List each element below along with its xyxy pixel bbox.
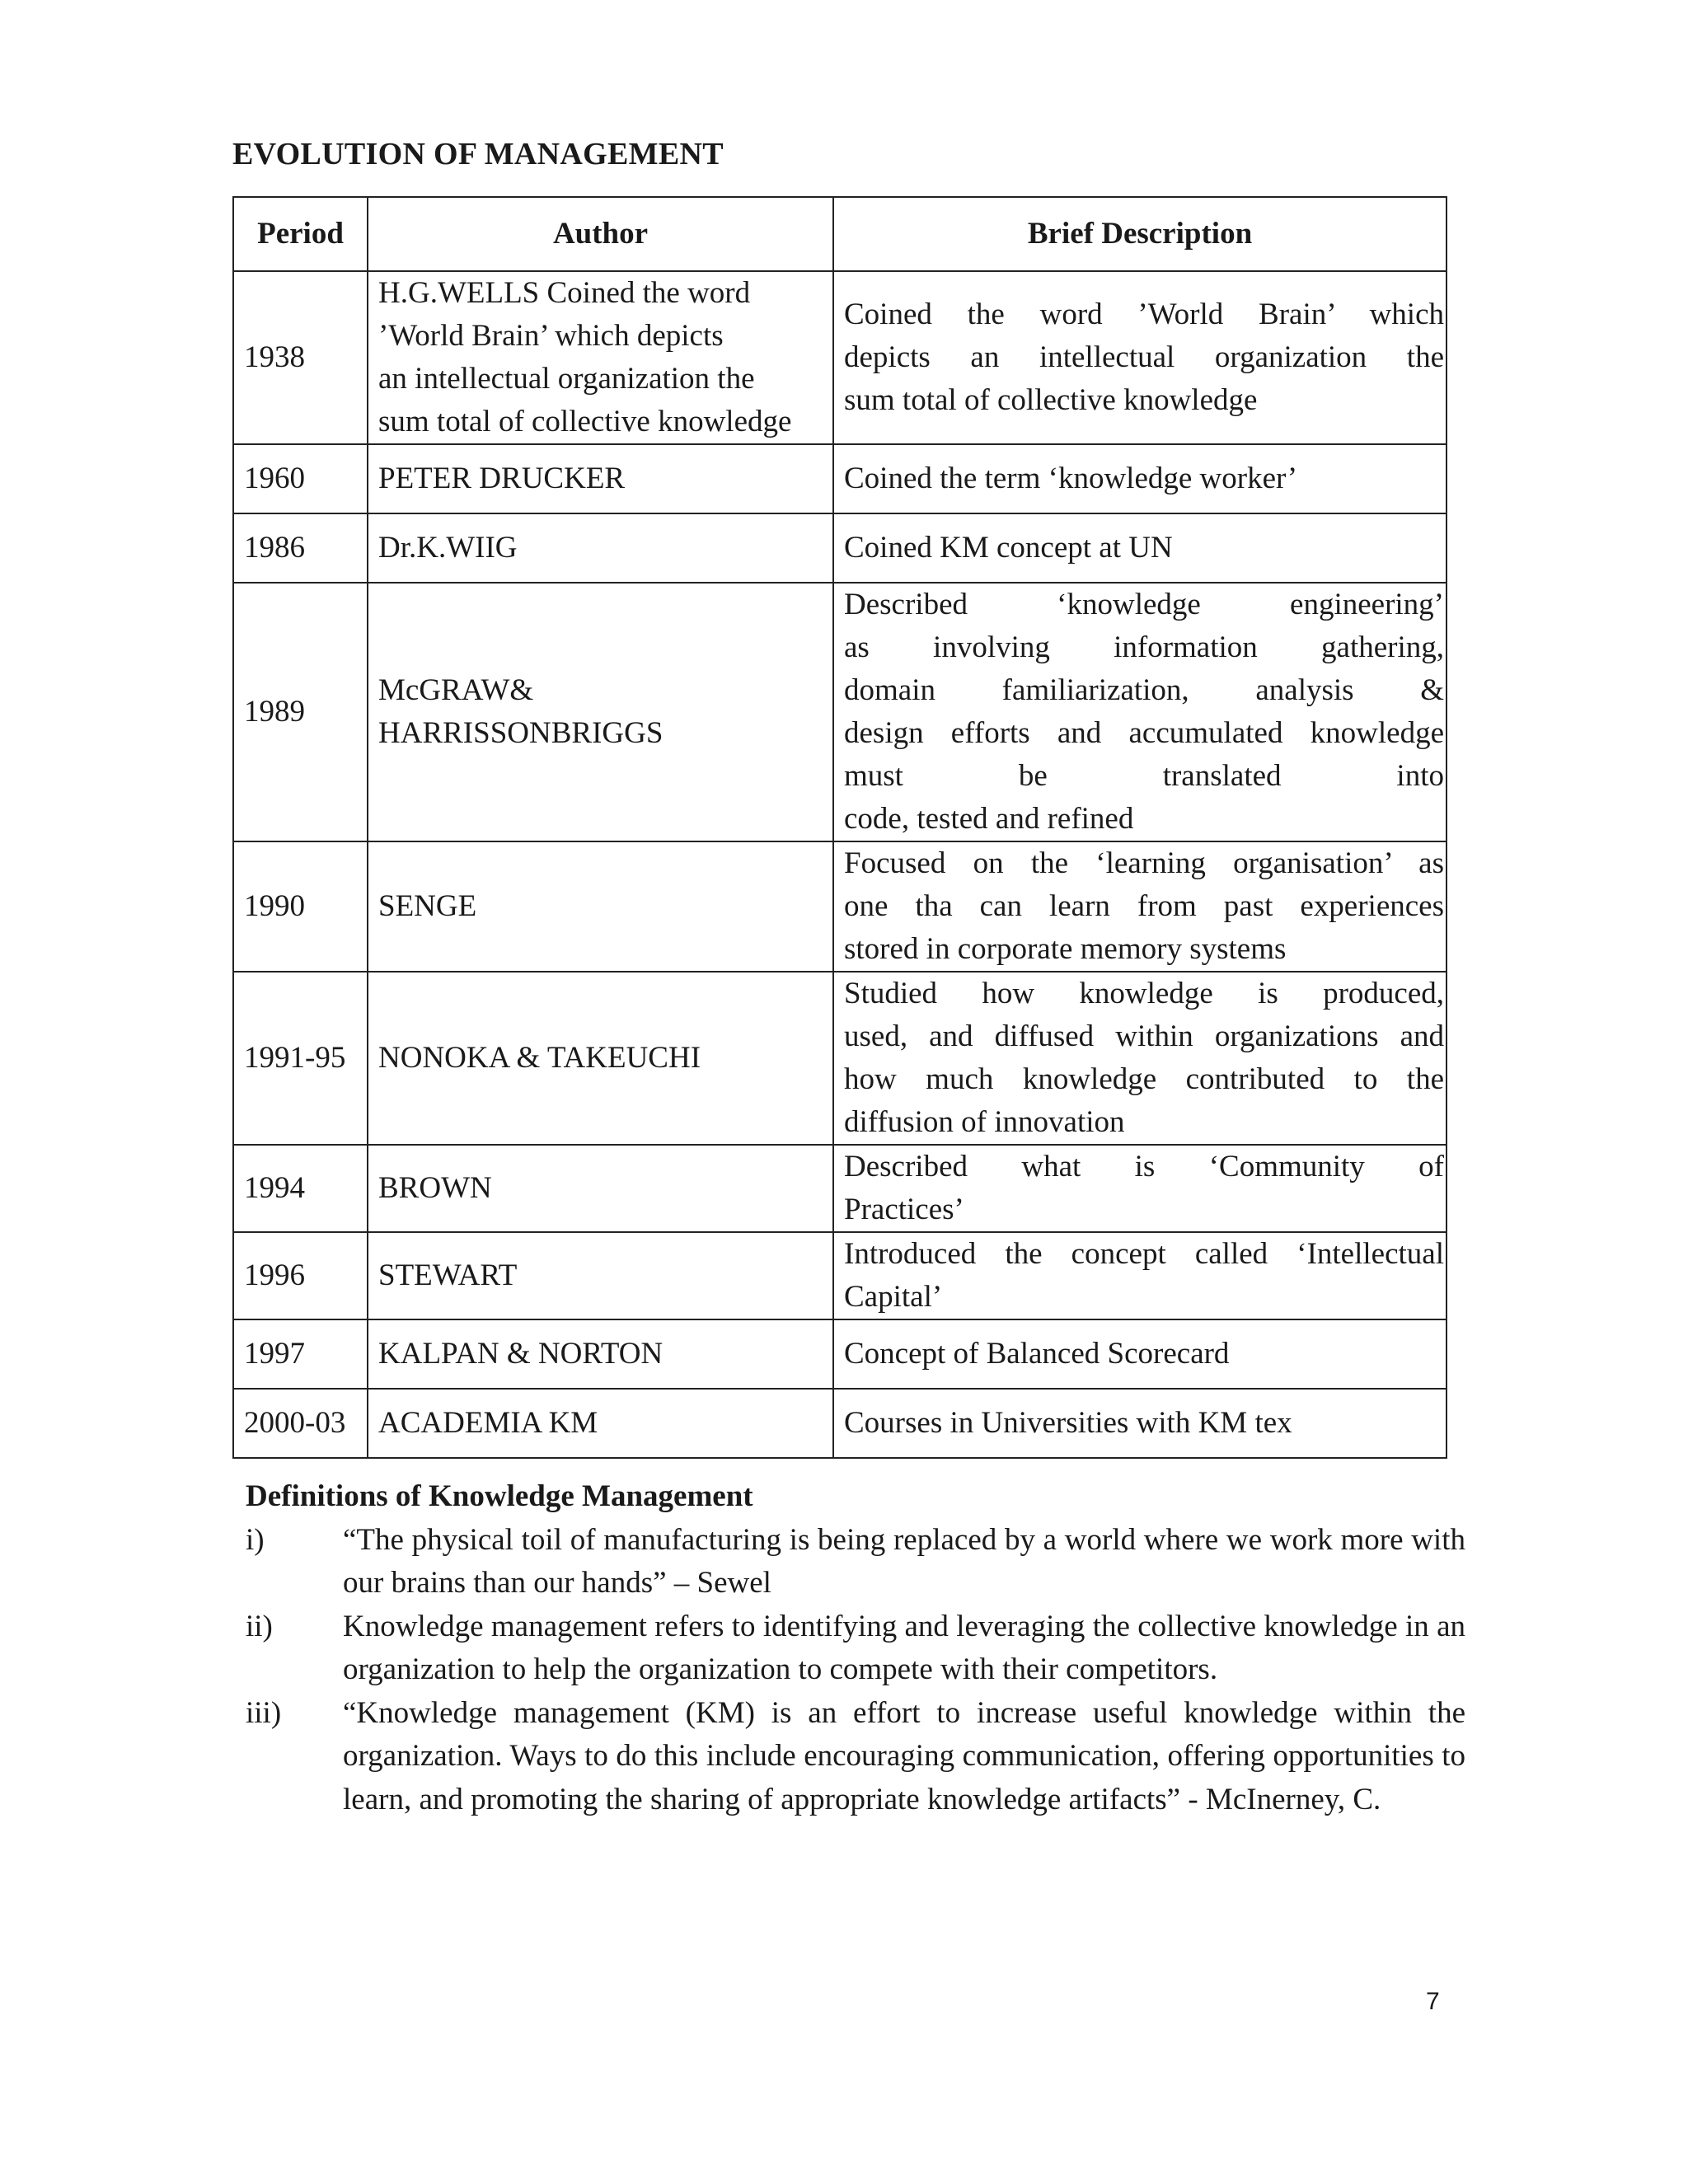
author-cell	[368, 972, 833, 1145]
table-row	[233, 972, 1447, 1145]
table-row	[233, 1319, 1447, 1389]
table-header-row	[233, 197, 1447, 271]
table-body	[233, 271, 1447, 1458]
description-cell	[833, 444, 1447, 513]
table-row	[233, 513, 1447, 583]
description-line: Courses in Universities with KM tex	[844, 1406, 1292, 1440]
evolution-table	[232, 196, 1447, 1459]
header-author: Author	[368, 197, 833, 271]
table-row	[233, 271, 1447, 444]
description-cell	[833, 271, 1447, 444]
author-line: STEWART	[378, 1258, 518, 1292]
definition-text: Knowledge management refers to identifying and leveraging the collective knowledge in an organization to help the organization to compete with their competitors.	[343, 1609, 1465, 1686]
definition-item	[246, 1605, 1465, 1692]
definition-item	[246, 1519, 1465, 1605]
header-period: Period	[233, 197, 368, 271]
period-cell: 1938	[233, 271, 368, 444]
description-cell	[833, 1389, 1447, 1458]
description-line: Coined the word ’World Brain’ which	[844, 298, 1444, 331]
description-line: how much knowledge contributed to the	[844, 1062, 1444, 1096]
description-line: Capital’	[844, 1280, 943, 1314]
description-line: Described what is ‘Community of	[844, 1150, 1444, 1183]
author-cell	[368, 1145, 833, 1232]
description-cell	[833, 1232, 1447, 1319]
definitions-heading: Definitions of Knowledge Management	[246, 1479, 753, 1513]
description-cell	[833, 1319, 1447, 1389]
page-number: 7	[1426, 1988, 1440, 2015]
author-line: H.G.WELLS Coined the word	[378, 276, 751, 310]
table-row	[233, 1389, 1447, 1458]
author-line: NONOKA & TAKEUCHI	[378, 1041, 701, 1075]
definition-item	[246, 1692, 1465, 1822]
definition-marker: iii)	[246, 1695, 282, 1730]
author-cell	[368, 841, 833, 972]
period-cell: 1997	[233, 1319, 368, 1389]
definition-marker: i)	[246, 1522, 265, 1557]
author-line: McGRAW&	[378, 673, 534, 707]
description-line: Coined KM concept at UN	[844, 531, 1173, 565]
author-cell	[368, 1319, 833, 1389]
author-cell	[368, 444, 833, 513]
definition-marker: ii)	[246, 1609, 273, 1643]
description-line: used, and diffused within organizations and	[844, 1019, 1444, 1053]
author-line: KALPAN & NORTON	[378, 1337, 663, 1371]
author-line: HARRISSONBRIGGS	[378, 716, 663, 750]
author-line: sum total of collective knowledge	[378, 405, 792, 438]
period-cell: 1990	[233, 841, 368, 972]
description-cell	[833, 583, 1447, 841]
description-line: Focused on the ‘learning organisation’ as	[844, 846, 1444, 880]
description-line: must be translated into	[844, 759, 1444, 793]
description-line: depicts an intellectual organization the	[844, 340, 1444, 374]
author-line: ’World Brain’ which depicts	[378, 319, 724, 353]
definitions-section	[246, 1475, 1465, 1821]
description-line: stored in corporate memory systems	[844, 932, 1287, 966]
page-title: EVOLUTION OF MANAGEMENT	[232, 137, 724, 171]
period-cell: 1991-95	[233, 972, 368, 1145]
author-line: BROWN	[378, 1171, 492, 1205]
description-line: domain familiarization, analysis &	[844, 673, 1444, 707]
description-line: sum total of collective knowledge	[844, 383, 1258, 417]
table-row	[233, 444, 1447, 513]
description-line: code, tested and refined	[844, 802, 1134, 836]
description-line: Practices’	[844, 1193, 964, 1226]
period-cell: 1989	[233, 583, 368, 841]
author-cell	[368, 583, 833, 841]
author-line: SENGE	[378, 889, 477, 923]
description-line: Studied how knowledge is produced,	[844, 977, 1444, 1010]
author-cell	[368, 513, 833, 583]
description-line: as involving information gathering,	[844, 630, 1444, 664]
period-cell: 1994	[233, 1145, 368, 1232]
description-line: Described ‘knowledge engineering’	[844, 588, 1444, 621]
author-line: Dr.K.WIIG	[378, 531, 518, 565]
table-row	[233, 1145, 1447, 1232]
period-cell: 2000-03	[233, 1389, 368, 1458]
description-cell	[833, 513, 1447, 583]
author-cell	[368, 1232, 833, 1319]
description-cell	[833, 972, 1447, 1145]
description-cell	[833, 1145, 1447, 1232]
period-cell: 1996	[233, 1232, 368, 1319]
description-cell	[833, 841, 1447, 972]
author-cell	[368, 271, 833, 444]
table-row	[233, 841, 1447, 972]
table-row	[233, 583, 1447, 841]
author-line: an intellectual organization the	[378, 362, 755, 396]
author-cell	[368, 1389, 833, 1458]
description-line: design efforts and accumulated knowledge	[844, 716, 1444, 750]
definition-text: “Knowledge management (KM) is an effort to increase useful knowledge within the organization. Ways to do this include encouraging communication, offering opportunities to learn, and promoting the sharing of appropriate knowledge artifacts” - McInerney, C.	[343, 1695, 1465, 1816]
description-line: Coined the term ‘knowledge worker’	[844, 462, 1298, 495]
author-line: ACADEMIA KM	[378, 1406, 598, 1440]
period-cell: 1960	[233, 444, 368, 513]
description-line: Concept of Balanced Scorecard	[844, 1337, 1230, 1371]
table-row	[233, 1232, 1447, 1319]
description-line: Introduced the concept called ‘Intellectual	[844, 1237, 1444, 1271]
header-description: Brief Description	[833, 197, 1447, 271]
definition-text: “The physical toil of manufacturing is being replaced by a world where we work more with our brains than our hands” – Sewel	[343, 1522, 1465, 1600]
period-cell: 1986	[233, 513, 368, 583]
description-line: diffusion of innovation	[844, 1105, 1125, 1139]
description-line: one tha can learn from past experiences	[844, 889, 1444, 923]
author-line: PETER DRUCKER	[378, 462, 626, 495]
